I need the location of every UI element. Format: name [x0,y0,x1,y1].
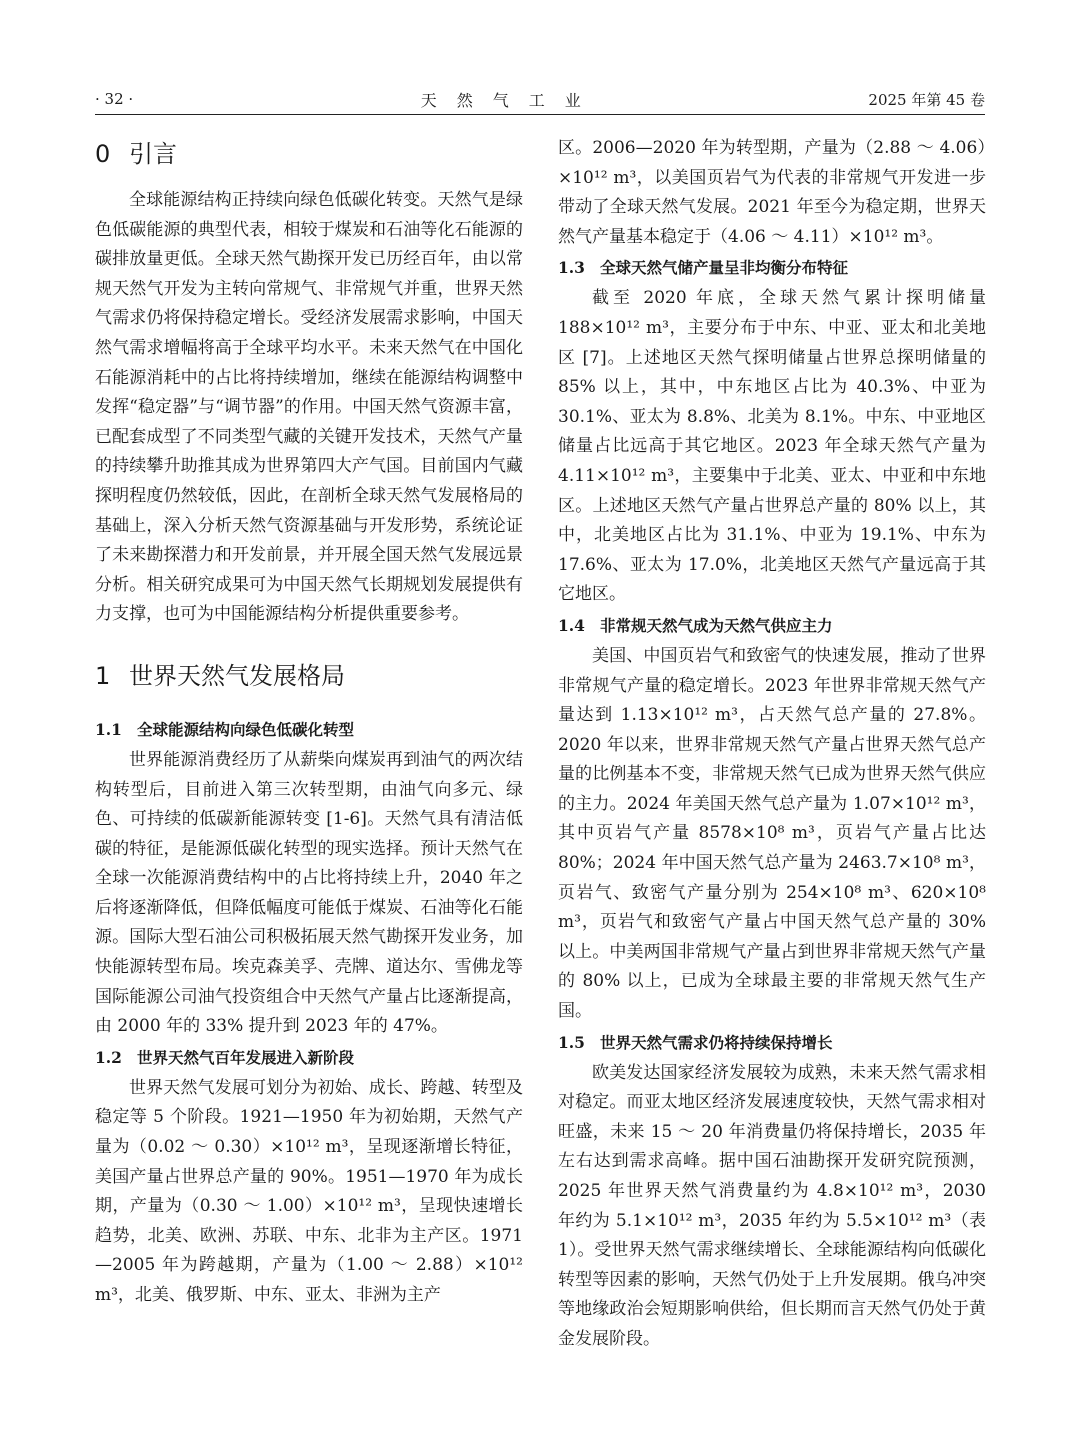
page-header [95,84,985,115]
left-column [95,134,523,1311]
section-1-2-paragraph: 世界天然气发展可划分为初始、成长、跨越、转型及稳定等 5 个阶段。1921—1950 年为初始期，天然气产量为（0.02 ～ 0.30）×10¹² m³，呈现逐渐增长特征，美国产量占世界总产量的 90%。1951—1970 年为成长期，产量为（0.30 ～ 1.00）×10¹² m³，呈现快速增长趋势，北美、欧洲、苏联、中东、北非为主产区。1971—2005 年为跨越期，产量为（1.00 ～ 2.88）×10¹² m³，北美、俄罗斯、中东、亚太、非洲为主产 [95,1077,523,1305]
section-1-5-paragraph: 欧美发达国家经济发展较为成熟，未来天然气需求相对稳定。而亚太地区经济发展速度较快，天然气需求相对旺盛，未来 15 ～ 20 年消费量仍将保持增长，2035 年左右达到需求高峰。据中国石油勘探开发研究院预测，2025 年世界天然气消费量约为 4.8×10¹² m³，2030 年约为 5.1×10¹² m³，2035 年约为 5.5×10¹² m³（表 1）。受世界天然气需求继续增长、全球能源结构向低碳化转型等因素的影响，天然气仍处于上升发展期。俄乌冲突等地缘政治会短期影响供给，但长期而言天然气仍处于黄金发展阶段。 [558,1062,986,1349]
section-1-2-paragraph-continued: 区。2006—2020 年为转型期，产量为（2.88 ～ 4.06）×10¹² m³，以美国页岩气为代表的非常规气开发进一步带动了全球天然气发展。2021 年至今为稳定期，世界天然气产量基本稳定于（4.06 ～ 4.11）×10¹² m³。 [558,138,986,247]
section-1-1-paragraph: 世界能源消费经历了从薪柴向煤炭再到油气的两次结构转型后，目前进入第三次转型期，由油气向多元、绿色、可持续的低碳新能源转变 [1-6]。天然气具有清洁低碳的特征，是能源低碳化转型的现实选择。预计天然气在全球一次能源消费结构中的占比将持续上升，2040 年之后将逐渐降低，但降低幅度可能低于煤炭、石油等化石能源。国际大型石油公司积极拓展天然气勘探开发业务，加快能源转型布局。埃克森美孚、壳牌、道达尔、雪佛龙等国际能源公司油气投资组合中天然气产量占比逐渐提高，由 2000 年的 33% 提升到 2023 年的 47%。 [95,749,523,1037]
section-1-3-heading: 1.3 全球天然气储产量呈非均衡分布特征 [558,258,849,278]
journal-title: 天然气工业 [420,90,601,110]
issue-info: 2025 年第 45 卷 [868,90,985,109]
section-1-4-heading: 1.4 非常规天然气成为天然气供应主力 [558,615,833,635]
section-0-heading: 0 引言 [95,140,177,168]
section-1-2-heading: 1.2 世界天然气百年发展进入新阶段 [95,1047,355,1067]
section-1-1-heading: 1.1 全球能源结构向绿色低碳化转型 [95,719,355,739]
section-1-5-heading: 1.5 世界天然气需求仍将持续保持增长 [558,1032,833,1052]
intro-paragraph: 全球能源结构正持续向绿色低碳化转变。天然气是绿色低碳能源的典型代表，相较于煤炭和石油等化石能源的碳排放量更低。全球天然气勘探开发已历经百年，由以常规天然气开发为主转向常规气、非常规气并重，世界天然气需求仍将保持稳定增长。受经济发展需求影响，中国天然气需求增幅将高于全球平均水平。未来天然气在中国化石能源消耗中的占比将持续增加，继续在能源结构调整中发挥“稳定器”与“调节器”的作用。中国天然气资源丰富，已配套成型了不同类型气藏的关键开发技术，天然气产量的持续攀升助推其成为世界第四大产气国。目前国内气藏探明程度仍然较低，因此，在剖析全球天然气发展格局的基础上，深入分析天然气资源基础与开发形势，系统论证了未来勘探潜力和开发前景，并开展全国天然气发展远景分析。相关研究成果可为中国天然气长期规划发展提供有力支撑，也可为中国能源结构分析提供重要参考。 [95,190,523,625]
section-1-3-paragraph: 截至 2020 年底，全球天然气累计探明储量 188×10¹² m³，主要分布于中东、中亚、亚太和北美地区 [7]。上述地区天然气探明储量占世界总探明储量的 85% 以上，其中，中东地区占比为 40.3%、中亚为 30.1%、亚太为 8.8%、北美为 8.1%。中东、中亚地区储量占比远高于其它地区。2023 年全球天然气产量为 4.11×10¹² m³，主要集中于北美、亚太、中亚和中东地区。上述地区天然气产量占世界总产量的 80% 以上，其中，北美地区占比为 31.1%、中亚为 19.1%、中东为 17.6%、亚太为 17.0%，北美地区天然气产量远高于其它地区。 [558,288,986,605]
section-1-4-paragraph: 美国、中国页岩气和致密气的快速发展，推动了世界非常规气产量的稳定增长。2023 年世界非常规天然气产量达到 1.13×10¹² m³，占天然气总产量的 27.8%。2020 年以来，世界非常规天然气产量占世界天然气总产量的比例基本不变，非常规天然气已成为世界天然气供应的主力。2024 年美国天然气总产量为 1.07×10¹² m³，其中页岩气产量 8578×10⁸ m³，页岩气产量占比达 80%；2024 年中国天然气总产量为 2463.7×10⁸ m³，页岩气、致密气产量分别为 254×10⁸ m³、620×10⁸ m³，页岩气和致密气产量占中国天然气总产量的 30% 以上。中美两国非常规气产量占到世界非常规天然气产量的 80% 以上，已成为全球最主要的非常规天然气生产国。 [558,645,986,1022]
section-1-heading: 1 世界天然气发展格局 [95,661,345,690]
right-column [558,134,986,1355]
page-number: · 32 · [95,90,134,108]
